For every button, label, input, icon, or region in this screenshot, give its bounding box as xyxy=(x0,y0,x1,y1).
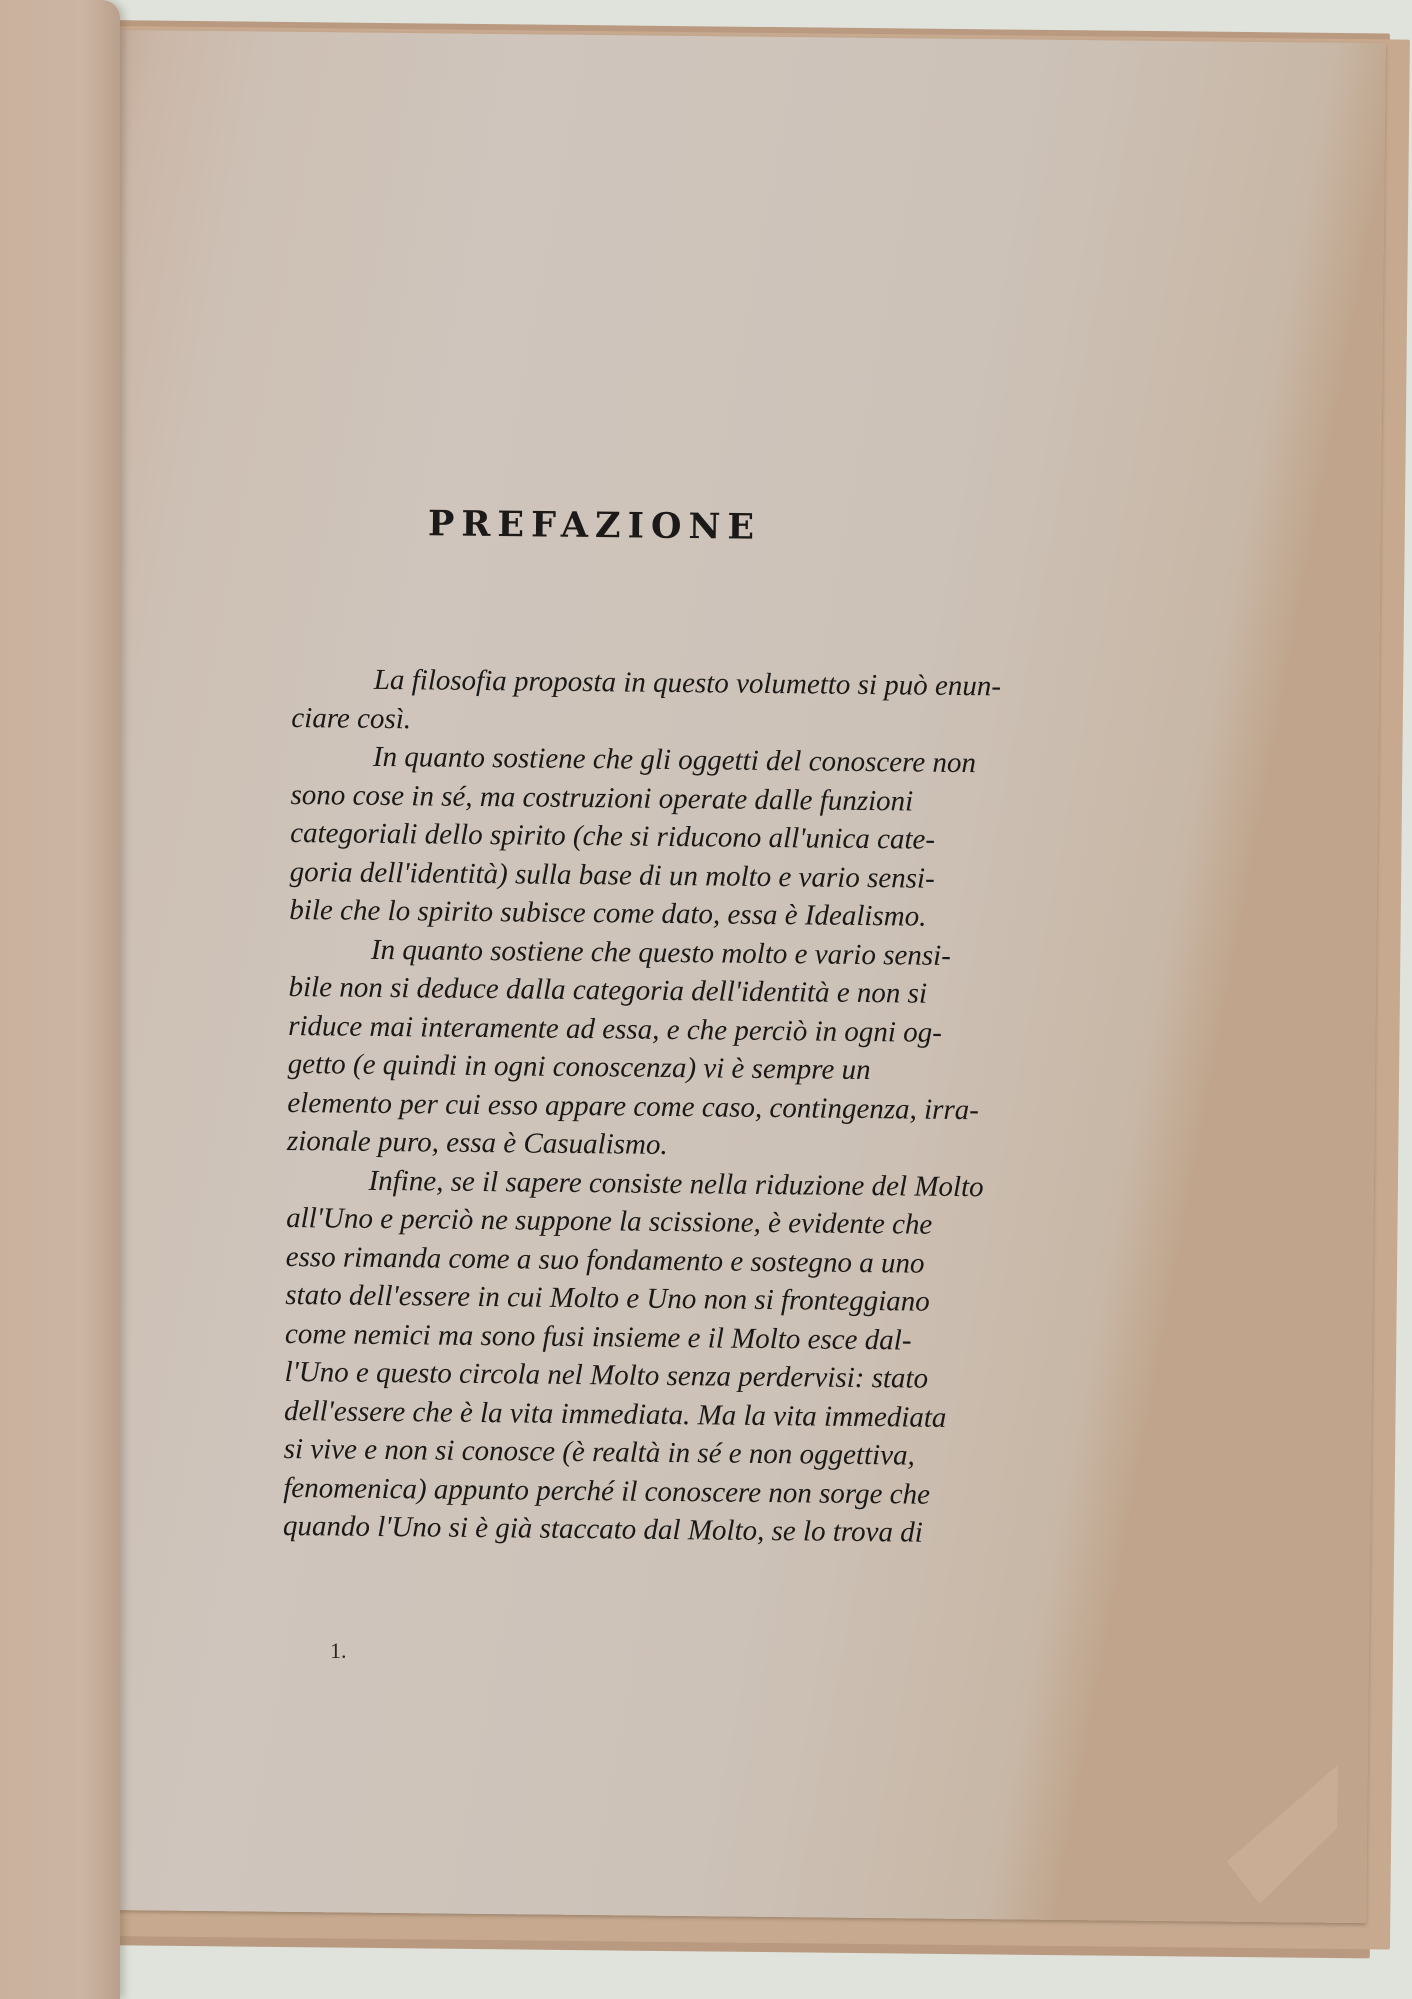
text-line: si vive e non si conosce (è realtà in sé e non oggettiva, xyxy=(283,1432,915,1472)
text-line: come nemici ma sono fusi insieme e il Molto esce dal- xyxy=(284,1317,912,1357)
text-line: dell'essere che è la vita immediata. Ma la vita immediata xyxy=(283,1394,947,1434)
text-line: quando l'Uno si è già staccato dal Molto, se lo trova di xyxy=(282,1509,923,1549)
text-line: goria dell'identità) sulla base di un molto e vario sensi- xyxy=(289,855,935,895)
folded-corner xyxy=(1226,1764,1337,1905)
text-line: elemento per cui esso appare come caso, contingenza, irra- xyxy=(287,1086,980,1126)
text-line: bile che lo spirito subisce come dato, essa è Idealismo. xyxy=(289,893,927,933)
text-line: stato dell'essere in cui Molto e Uno non si fronteggiano xyxy=(285,1278,930,1318)
page-title: PREFAZIONE xyxy=(427,503,762,548)
text-line: zionale puro, essa è Casualismo. xyxy=(286,1124,668,1161)
text-line: l'Uno e questo circola nel Molto senza perdervisi: stato xyxy=(284,1355,929,1395)
text-line: fenomenica) appunto perché il conoscere non sorge che xyxy=(283,1471,931,1511)
text-line: In quanto sostiene che questo molto e vario sensi- xyxy=(370,933,952,972)
paragraph-4 xyxy=(283,1160,1107,1554)
paragraph-1 xyxy=(291,660,1112,746)
text-line: all'Uno e perciò ne suppone la scissione, è evidente che xyxy=(285,1201,933,1241)
paragraph-2 xyxy=(289,737,1111,938)
text-line: esso rimanda come a suo fondamento e sostegno a uno xyxy=(285,1240,925,1280)
text-line: categoriali dello spirito (che si riducono all'unica cate- xyxy=(290,816,936,856)
text-line: getto (e quindi in ogni conoscenza) vi è sempre un xyxy=(287,1047,871,1087)
text-line: bile non si deduce dalla categoria dell'identità e non si xyxy=(288,970,928,1010)
text-line: sono cose in sé, ma costruzioni operate dalle funzioni xyxy=(290,778,914,818)
text-line: In quanto sostiene che gli oggetti del conoscere non xyxy=(372,740,977,780)
text-line: Infine, se il sapere consiste nella riduzione del Molto xyxy=(368,1164,984,1203)
page-number: 1. xyxy=(330,1638,347,1663)
text-line: La filosofia proposta in questo volumetto si può enun- xyxy=(373,663,1002,703)
left-page xyxy=(0,0,120,1999)
preface-body xyxy=(283,660,1112,1554)
paragraph-3 xyxy=(287,929,1109,1169)
text-line: ciare così. xyxy=(291,701,412,735)
text-line: riduce mai interamente ad essa, e che perciò in ogni og- xyxy=(288,1009,943,1049)
